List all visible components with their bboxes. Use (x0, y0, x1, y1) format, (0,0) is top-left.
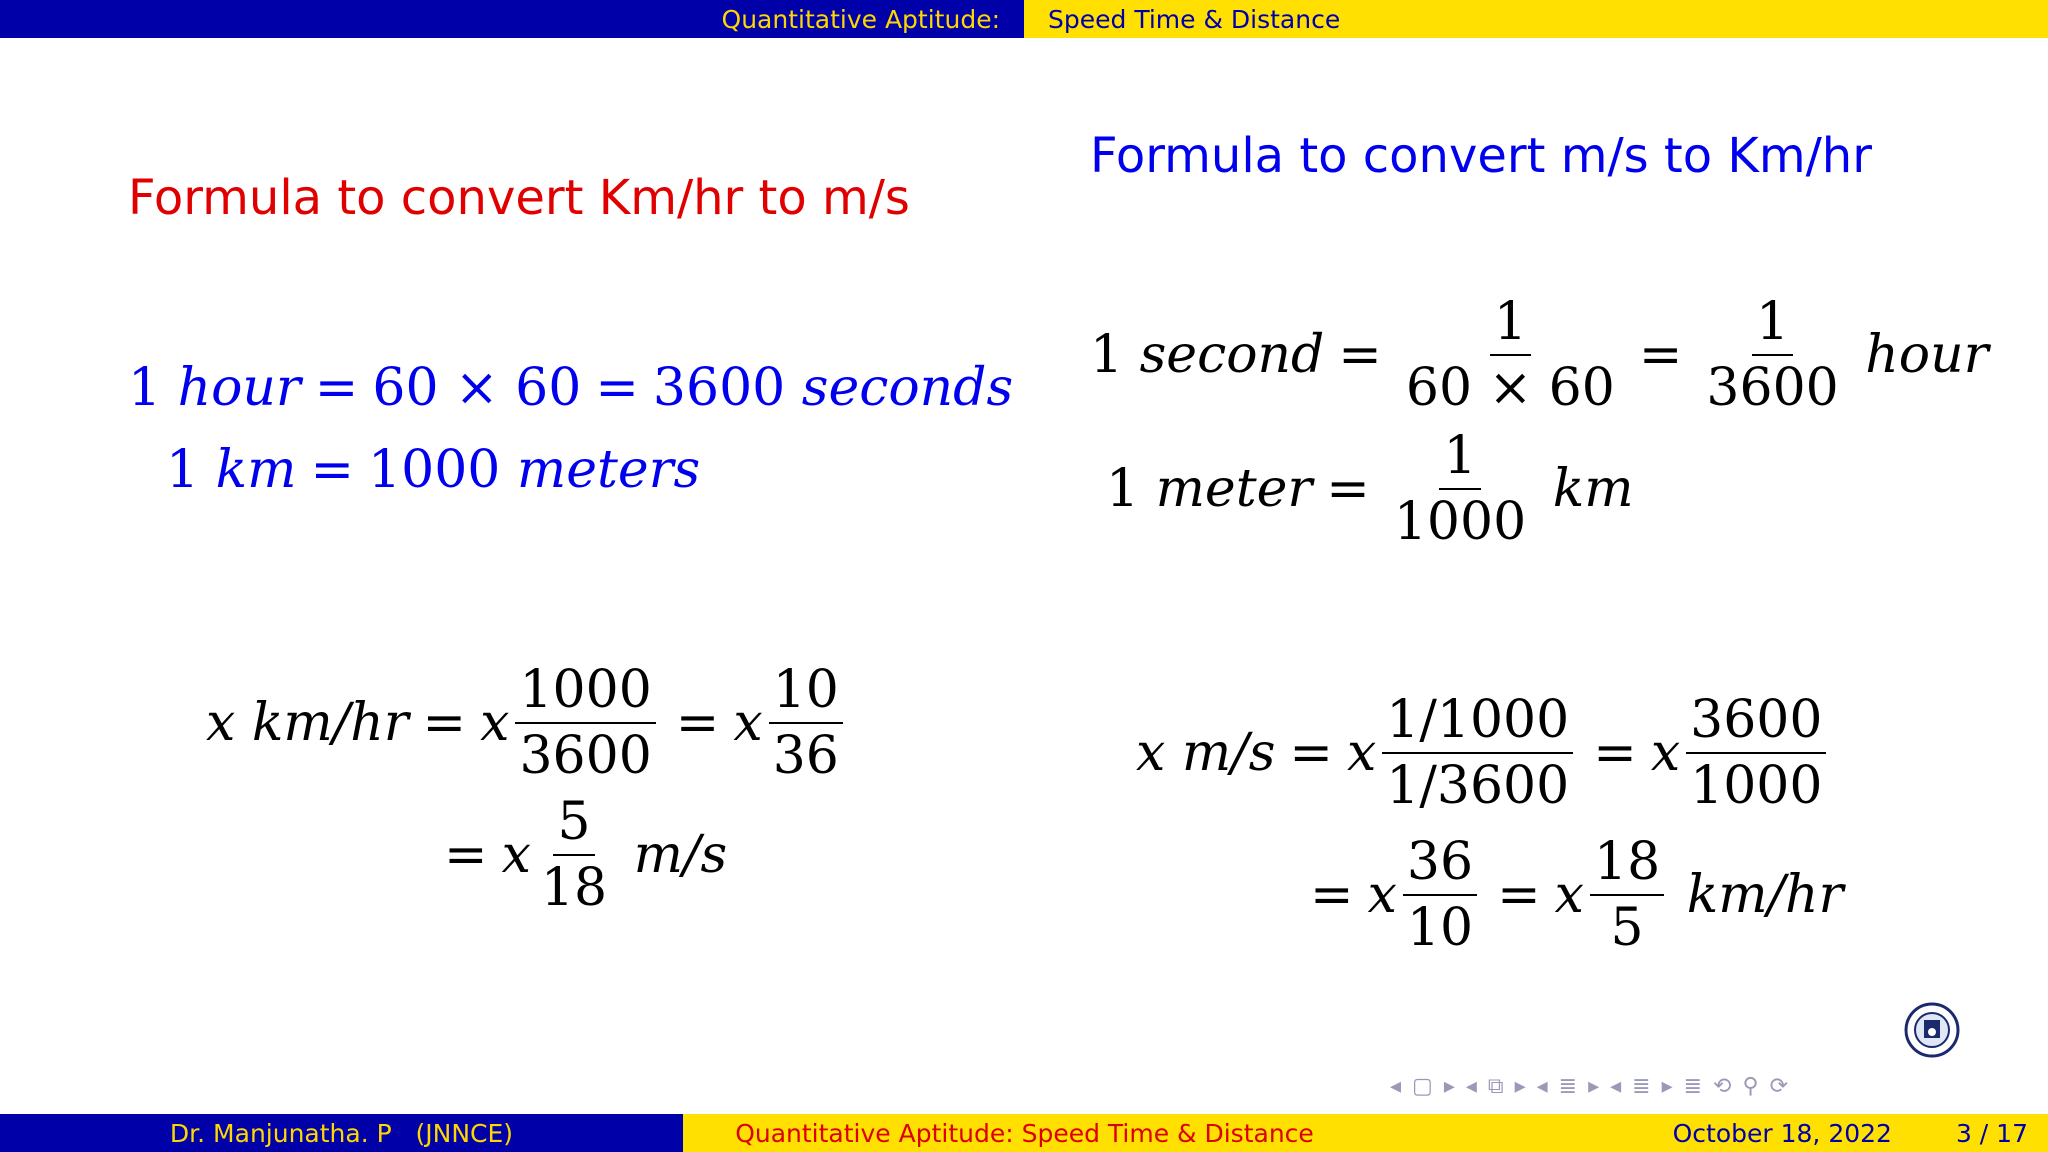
header-section (0, 0, 1024, 38)
nav-symbols[interactable]: ◂ ▢ ▸ ◂ ⧉ ▸ ◂ ≣ ▸ ◂ ≣ ▸ ≣ ⟲ ⚲ ⟳ (1390, 1074, 1791, 1099)
eq-term: 1 (128, 358, 162, 418)
footer-title (683, 1114, 1366, 1152)
eq-term: 3600 (652, 358, 786, 418)
numerator: 18 (1590, 836, 1664, 896)
denominator: 1000 (1393, 492, 1527, 552)
denominator: 5 (1610, 898, 1644, 958)
fraction (1390, 426, 1530, 552)
footer-date-page (1366, 1114, 2048, 1152)
eq-term: x (1650, 723, 1681, 783)
header-subsection (1024, 0, 2048, 38)
eq-term: x (1367, 865, 1397, 925)
eq-operator: = (1289, 723, 1333, 783)
eq-term: 1 (1090, 325, 1124, 385)
right-heading: Formula to convert m/s to Km/hr (1090, 128, 1872, 184)
eq-term: 60 × 60 (372, 358, 582, 418)
left-heading: Formula to convert Km/hr to m/s (128, 170, 910, 226)
fraction (1686, 690, 1826, 816)
left-equation-km (166, 440, 701, 500)
eq-term: seconds (801, 358, 1014, 418)
right-derivation-line2 (1296, 832, 1844, 958)
eq-term: hour (177, 358, 301, 418)
left-derivation-line2 (430, 792, 728, 918)
eq-operator: = (595, 358, 639, 418)
eq-operator: = (1638, 325, 1683, 385)
eq-term: hour (1865, 325, 1989, 385)
eq-operator: = (1310, 865, 1354, 925)
numerator: 1 (1439, 430, 1480, 490)
college-logo-icon (1904, 1000, 1960, 1060)
denominator: 3600 (1706, 358, 1839, 418)
denominator: 1000 (1690, 756, 1823, 816)
eq-operator: = (1326, 459, 1370, 519)
header-section-label: Quantitative Aptitude: (721, 4, 1000, 34)
fraction (1590, 832, 1664, 958)
eq-term: meters (516, 440, 701, 500)
footer-author-label: Dr. Manjunatha. P (JNNCE) (169, 1118, 514, 1148)
eq-operator: = (1338, 325, 1382, 385)
eq-operator: = (1593, 723, 1637, 783)
eq-term: second (1139, 325, 1325, 385)
eq-operator: = (314, 358, 359, 418)
eq-term: m/s (1181, 723, 1276, 783)
fraction (537, 792, 611, 918)
eq-term: km/hr (1686, 865, 1844, 925)
eq-term: 1 (166, 440, 200, 500)
denominator: 60 × 60 (1405, 358, 1615, 418)
header-subsection-label: Speed Time & Distance (1048, 4, 1341, 34)
right-derivation-line1 (1136, 690, 1832, 816)
beamer-navigation-icon[interactable] (1390, 1074, 1790, 1099)
footer-date: October 18, 2022 (1672, 1118, 1892, 1148)
numerator: 1 (1752, 296, 1793, 356)
eq-term: x (480, 693, 510, 753)
eq-term: km/hr (251, 693, 409, 753)
fraction (515, 660, 655, 786)
eq-term: x (206, 693, 236, 753)
denominator: 36 (772, 726, 839, 786)
numerator: 1000 (515, 664, 655, 724)
eq-operator: = (1497, 865, 1541, 925)
footer-author (0, 1114, 683, 1152)
left-equation-hour (128, 358, 1014, 418)
numerator: 36 (1403, 836, 1477, 896)
denominator: 18 (540, 858, 608, 918)
eq-term: meter (1155, 459, 1313, 519)
fraction (1402, 292, 1619, 418)
fraction (1382, 690, 1573, 816)
eq-operator: = (444, 825, 488, 885)
eq-operator: = (422, 693, 467, 753)
left-derivation-line1 (206, 660, 849, 786)
numerator: 5 (553, 796, 594, 856)
fraction (1702, 292, 1842, 418)
eq-operator: = (675, 693, 720, 753)
denominator: 1/3600 (1386, 756, 1570, 816)
eq-term: x (1346, 723, 1377, 783)
eq-term: x (733, 693, 763, 753)
right-equation-second (1090, 292, 1989, 418)
numerator: 1 (1490, 296, 1531, 356)
footer-title-label: Quantitative Aptitude: Speed Time & Distance (735, 1118, 1314, 1148)
numerator: 1/1000 (1382, 694, 1573, 754)
eq-term: x (501, 825, 531, 885)
eq-term: x (1554, 865, 1584, 925)
eq-term: km (1552, 459, 1634, 519)
right-equation-meter (1106, 426, 1634, 552)
fraction (769, 660, 843, 786)
numerator: 3600 (1686, 694, 1826, 754)
eq-term: m/s (633, 825, 728, 885)
numerator: 10 (769, 664, 843, 724)
eq-operator: = (310, 440, 355, 500)
footer-page-number: 3 / 17 (1955, 1118, 2028, 1148)
eq-term: 1000 (368, 440, 501, 500)
eq-term: 1 (1106, 459, 1140, 519)
denominator: 3600 (519, 726, 652, 786)
fraction (1403, 832, 1477, 958)
eq-term: km (215, 440, 297, 500)
eq-term: x (1136, 723, 1166, 783)
denominator: 10 (1406, 898, 1474, 958)
